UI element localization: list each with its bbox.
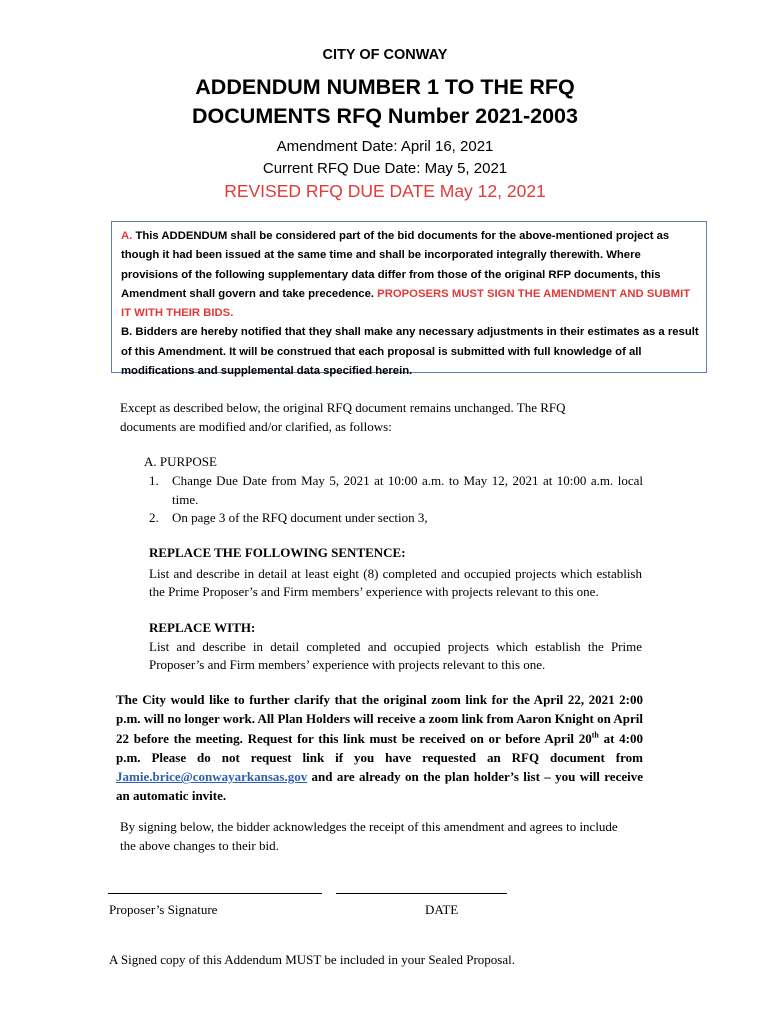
amendment-date: Amendment Date: April 16, 2021: [276, 138, 494, 155]
clarification-paragraph: [116, 690, 643, 806]
notice-box: [111, 221, 707, 378]
purpose-item-text: On page 3 of the RFQ document under section 3,: [172, 510, 428, 525]
intro-paragraph: Except as described below, the original RFQ document remains unchanged. The RFQ documents are modified and/or clarified, as follows:: [120, 400, 566, 434]
date-info: [0, 136, 770, 180]
revised-due-date: REVISED RFQ DUE DATE May 12, 2021: [224, 181, 546, 201]
purpose-item-number: 1.: [149, 473, 159, 488]
ordinal-suffix: th: [591, 730, 599, 740]
footer-note: A Signed copy of this Addendum MUST be included in your Sealed Proposal.: [109, 952, 515, 967]
notice-a-emphasis: PROPOSERS MUST SIGN THE AMENDMENT AND SUBMIT IT WITH THEIR BIDS.: [121, 287, 691, 320]
purpose-item: [149, 508, 643, 527]
notice-b: B. Bidders are hereby notified that they shall make any necessary adjustments in their estimates as a result of this Amendment. It will be construed that each proposal is submitted with full knowledge of all modifications and supplemental data specified herein.: [121, 326, 699, 378]
signing-acknowledgement: By signing below, the bidder acknowledges the receipt of this amendment and agrees to include the above changes to their bid.: [120, 819, 618, 853]
title-line-2: DOCUMENTS RFQ Number 2021-2003: [192, 104, 578, 128]
title-line-1: ADDENDUM NUMBER 1 TO THE RFQ: [195, 75, 575, 99]
notice-a-marker: A.: [121, 230, 133, 242]
notice-a: [121, 227, 699, 323]
email-link[interactable]: Jamie.brice@conwayarkansas.gov: [116, 769, 308, 785]
purpose-heading: A. PURPOSE: [144, 454, 217, 469]
date-line: [336, 893, 507, 894]
clarification-text-1: The City would like to further clarify that the original zoom link for the April 22, 2021 2:00 p.m. will no longer work. All Plan Holders will receive a zoom link from Aaron Knight on April 22 before the meeting. Request for this link must be received on or before April 20: [116, 692, 643, 746]
signature-label: Proposer’s Signature: [109, 902, 218, 917]
replace-heading: REPLACE THE FOLLOWING SENTENCE:: [149, 545, 406, 560]
clarification-text-2: at 4:00 p.m. Please do not request link if you have requested an RFQ document from: [116, 730, 643, 765]
notice-a-text: This ADDENDUM shall be considered part of the bid documents for the above-mentioned project as though it had been issued at the same time and shall be incorporated integrally therewith. Where provisions of the following supplementary data differ from those of the original RFP documents, this Amendment shall govern and take precedence.: [121, 230, 670, 300]
replacement-sentence: List and describe in detail completed and occupied projects which establish the Prime Proposer’s and Firm members’ experience with projects relevant to this one.: [149, 639, 642, 672]
replace-with-heading: REPLACE WITH:: [149, 620, 256, 635]
purpose-item: [149, 471, 643, 509]
city-name: CITY OF CONWAY: [322, 47, 448, 63]
clarification-text-3: and are already on the plan holder’s list – you will receive an automatic invite.: [116, 769, 643, 804]
signature-line: [108, 893, 322, 894]
current-due-date: Current RFQ Due Date: May 5, 2021: [262, 160, 508, 177]
document-title: [0, 73, 770, 131]
original-sentence: List and describe in detail at least eight (8) completed and occupied projects which establish the Prime Proposer’s and Firm members’ experience with projects relevant to this one.: [149, 566, 642, 599]
purpose-item-text: Change Due Date from May 5, 2021 at 10:00 a.m. to May 12, 2021 at 10:00 a.m. local time.: [172, 473, 643, 507]
date-label: DATE: [425, 902, 459, 917]
purpose-item-number: 2.: [149, 510, 159, 525]
